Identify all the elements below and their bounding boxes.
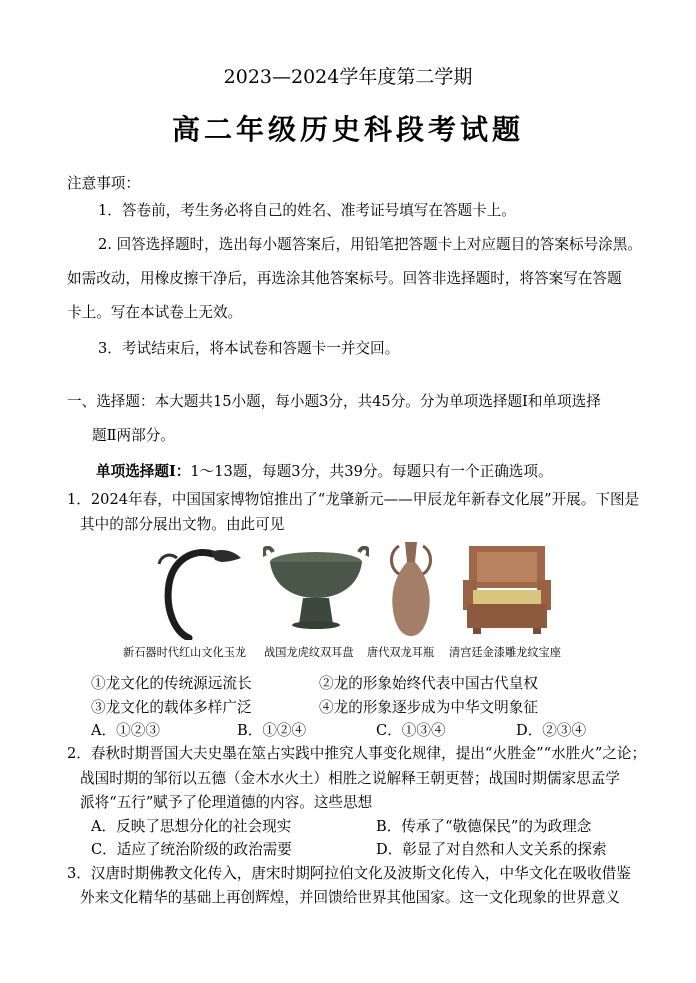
notice-heading: 注意事项： [67, 175, 140, 192]
question-2-line-1: 2．春秋时期晋国大夫史墨在筮占实践中推究人事变化规律，提出“火胜金”“水胜火”之论； [67, 745, 647, 762]
q1-choice-d: D．②③④ [516, 722, 587, 739]
section-1-sub-heading [96, 460, 553, 481]
q1-statement-3: ③龙文化的载体多样广泛 [91, 699, 252, 716]
artifact-images [155, 538, 575, 640]
question-2-line-2: 战国时期的邹衍以五德（金木水火土）相胜之说解释王朝更替；战国时期儒家思孟学 [80, 770, 620, 787]
notice-item-3: 3．考试结束后，将本试卷和答题卡一并交回。 [98, 340, 400, 357]
exam-term: 2023—2024学年度第二学期 [223, 66, 473, 88]
question-1-line-2: 其中的部分展出文物。由此可见 [80, 516, 285, 533]
caption-jade-dragon: 新石器时代红山文化玉龙 [123, 646, 247, 659]
sub-heading-text: 1～13题，每题3分，共39分。每题只有一个正确选项。 [190, 463, 553, 480]
notice-item-1: 1．答卷前，考生务必将自己的姓名、准考证号填写在答题卡上。 [98, 202, 516, 219]
exam-title: 高二年级历史科段考试题 [171, 113, 524, 146]
section-1-intro-line-2: 题Ⅱ两部分。 [92, 427, 175, 444]
bronze-plate-image [263, 546, 369, 630]
question-3-line-1: 3．汉唐时期佛教文化传入，唐宋时期阿拉伯文化及波斯文化传入，中华文化在吸收借鉴 [67, 865, 631, 882]
notice-item-2-line-1: 2. 回答选择题时，选出每小题答案后，用铅笔把答题卡上对应题目的答案标号涂黑。 [98, 236, 642, 253]
q2-choice-a: A．反映了思想分化的社会现实 [91, 818, 292, 835]
notice-item-2-line-3: 卡上。写在本试卷上无效。 [67, 304, 243, 321]
q1-choice-a: A．①②③ [91, 722, 160, 739]
q1-statement-1: ①龙文化的传统源远流长 [91, 675, 252, 692]
notice-item-2-line-2: 如需改动，用橡皮擦干净后，再选涂其他答案标号。回答非选择题时，将答案写在答题 [67, 270, 622, 287]
caption-dragon-ear-vase: 唐代双龙耳瓶 [367, 646, 435, 659]
golden-throne-image [459, 540, 555, 636]
section-1-intro-line-1: 一、选择题：本大题共15小题，每小题3分，共45分。分为单项选择题Ⅰ和单项选择 [67, 393, 601, 410]
q2-choice-c: C．适应了统治阶级的政治需要 [91, 841, 292, 858]
q1-choice-b: B．①②④ [237, 722, 307, 739]
caption-bronze-plate: 战国龙虎纹双耳盘 [264, 646, 354, 659]
jade-dragon-image [155, 540, 245, 640]
dragon-ear-vase-image [385, 538, 437, 640]
sub-heading-label: 单项选择题Ⅰ： [96, 463, 191, 480]
q2-choice-d: D．彰显了对自然和人文关系的探索 [376, 841, 607, 858]
question-2-line-3: 派将“五行”赋予了伦理道德的内容。这些思想 [80, 794, 373, 811]
q1-choice-c: C．①③④ [376, 722, 446, 739]
q2-choice-b: B．传承了“敬德保民”的为政理念 [376, 818, 592, 835]
question-1-line-1: 1．2024年春，中国国家博物馆推出了“龙肇新元——甲辰龙年新春文化展”开展。下图是 [67, 491, 640, 508]
q1-statement-2: ②龙的形象始终代表中国古代皇权 [319, 675, 538, 692]
q1-statement-4: ④龙的形象逐步成为中华文明象征 [319, 699, 538, 716]
question-3-line-2: 外来文化精华的基础上再创辉煌，并回馈给世界其他国家。这一文化现象的世界意义 [80, 889, 620, 906]
caption-golden-throne: 清宫廷金漆雕龙纹宝座 [449, 646, 561, 659]
